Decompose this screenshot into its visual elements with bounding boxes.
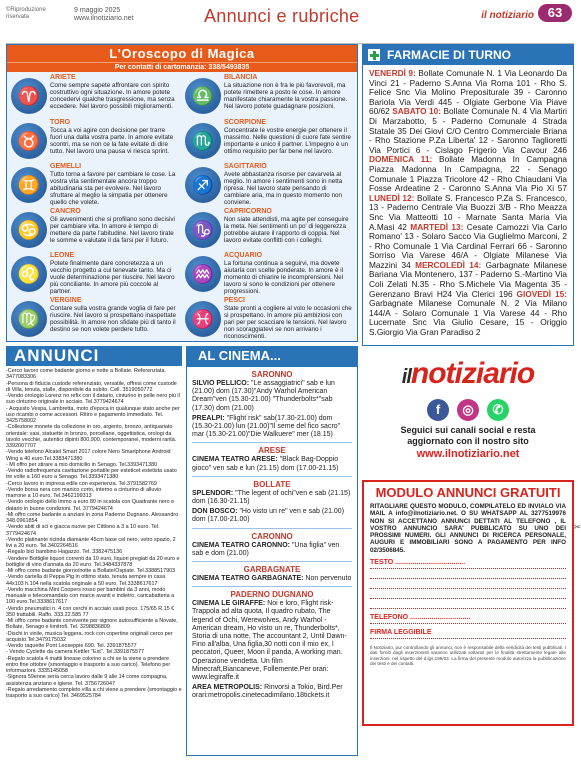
cinema-showtimes: "Black Bag-Doppio gioco" ven sab e lun (21.15) dom (17.00-21.15) [192,456,339,472]
annuncio-item: -Vendo platinante ricinda diamante 45cm base cel nero, vetro spazio, 2 livi a 20 euro. Tel.3402264516 [6,536,176,549]
farmacia-day-label: SABATO 10: [392,106,442,117]
cinema-showtimes: Non pervenuto [303,575,352,583]
annuncio-item: -Vendo abiti di sci e giacca nuove per Cittiono a 3 a 10 euro. Tel. 3779424674 [6,524,160,537]
annuncio-item: -Dischi in vinile, musica leggera, rock con copertine originali cerco per acquisto.Tel.3479175032 [6,630,173,643]
farmacie-title: FARMACIE DI TURNO [387,48,511,62]
sign-name: VERGINE [50,296,82,304]
right-column [362,44,581,726]
cinema-entry [192,490,352,506]
cinema-town: CARONNO [251,531,293,541]
sign-entry [185,208,353,253]
divider [192,442,352,443]
testo-line[interactable] [370,579,566,589]
sign-name: CANCRO [50,207,81,215]
sign-text: Tocca a voi agire con decisione per trarre fuori una dalla vostra parte. In amore evitate scontri, ma se non ce la fate evitate di dire tutto. Nel lavoro una pausa vi riesca sprint. [50,126,174,155]
cinema-town: GARBAGNATE [243,565,301,575]
divider [192,476,352,477]
cinema-entry [192,600,352,682]
cinema-showtimes: "Flight risk" sab(17.30-21.00) dom (15.30-21.00) lun (21.00)"Il seme del fico sacro" mar (15.30-21.00)"Die Walkuere" mer (18.15) [192,414,341,439]
zodiac-icon: ♑ [185,212,221,248]
cinema-entry [192,575,352,583]
sign-text: Concentrate le vostre energie per ottenere il massimo. Nelle questioni di cuore fate sentire importante e unico il partner. L'impegno è un ottimo requisito per far bene nel lavoro. [224,126,352,155]
zodiac-icon: ♊ [11,167,47,203]
telefono-field[interactable]: TELEFONO ............................... [370,612,566,624]
cinema-town: ARESE [258,446,286,456]
promo-site[interactable]: www.ilnotiziario.net [416,448,520,460]
testo-label: TESTO [370,559,394,567]
modulo-title: MODULO ANNUNCI GRATUITI [375,485,561,500]
cinema-showtimes: "The legent of ochi"ven e sab (21.15) dom (16.30-21.15) [192,489,351,506]
sign-text: Tutto torna a favore per cambiare le cose. La vostra vita sentimentale ancora troppo abitudinaria sta per evolvere. Nel lavoro sfruttare al meglio la simpatia per ottenere quello che volete. [50,171,176,206]
sign-name: BILANCIA [224,74,258,81]
social-icons [362,399,574,421]
sign-text: State pronti a cogliere al volo le occasioni che si prospettano. In amore più ambiziosi con pari per per scacciare le tensioni. Nel lavoro non scoraggiatevi se non arrivano i riconoscimenti. [224,304,352,340]
testo-line[interactable] [370,599,566,609]
zodiac-icon: ♉ [11,123,47,159]
zodiac-icon: ♈ [11,78,47,114]
cinema-title: AL CINEMA... [186,346,358,366]
sign-text: La situazione non è fra le più favorevoli, ma potete rimettere a posto le cose. In amore manifestate chiaramente la vostra passione. Nel lavoro potete guadagnare posizioni. [224,82,348,110]
whatsapp-icon[interactable]: ✆ [487,399,509,421]
farmacia-day-text: Bollate Comunale N. 1 Via Leonardo Da Vinci 21 - Paderno S.Anna Via Roma 101 - Rho S. Felice Snc Via Molino Prepositurale 39 - Caronno Bariola Via Verdi 445 - Olgiate Gerbone Via Piave 60/62 [369,68,567,117]
promo-line-2: aggiornato con il nostro sito [407,436,529,446]
farmacia-day-text: Bollate S. Francesco P.Za S. Francesco, 13 - Paderno Centrale Via Buozzi 3/B - Rho Meazza Snc Via Matteotti 10 - Marnate Santa Maria Via A.Masi 42 [369,192,567,232]
farmacia-day-label: MERCOLEDÌ 14: [415,259,482,270]
zodiac-icon: ♋ [11,212,47,248]
cinema-venue: CINEMA TEATRO CARONNO: [192,541,290,549]
sign-entry [11,119,179,164]
cinema-showtimes: Noi e loro, Flight risk-Trappola ad alta quota, Il quadro rubato, The legend of Ochi, Werewolves, Andy Warhol -American dream, Ho visto un re, Thunderbolts*, Storia di una notte, The accountant 2, Until Dawn-Fino all'alba, Una figlia,30 notti con il mio ex, I peccatori, Queer, Moon il panda, A working man. Operazione vendetta. Un film Minecraft,Biancaneve, Follemente.Per orari: www.legiraffe.it [192,600,347,682]
sign-entry [11,297,179,342]
sign-entry [185,163,353,208]
annuncio-item: -Vendo orologio dello Immo a euro 80 in scatola con Quadrante nero e datario in buone condizioni. Tel. 3779424674 [6,499,175,512]
annuncio-item: -Mi offro come badante giorno/notte a Bollate/Ospiate. Tel.3388517903 [6,568,176,574]
annuncio-item: -Regalo bici bambino Hagazzo. Tel. 3382475136 [6,549,123,556]
divider [192,528,352,529]
farmacia-day [369,154,567,193]
cinema-town: SARONNO [251,370,293,379]
annuncio-item: -Cerco lavoro come badante giorno e notte a Bollate. Referenziata. 3477083306 [6,368,167,381]
sign-name: SCORPIONE [224,118,267,126]
instagram-icon[interactable]: ◎ [457,399,479,421]
logo-prefix: il [401,366,411,388]
annuncio-item: -Regalo arredamento completo villa a chi viene a prendere (smontaggio e trasporto a suo carico) Tel. 3469525784 [6,686,182,699]
annuncio-item: - Mi offro per stirare a mio domicilio in Senago. Tel.3393471380 [6,461,158,468]
farmacia-day-label: MARTEDÌ 13: [410,221,464,232]
cinema-venue: CINEMA LE GIRAFFE: [192,600,266,608]
modulo-disclaimer: Il Notiziario, pur controllando gli annunci, non è responsabile della veridicità dei testi pubblicati. I dati forniti dagli inserzionisti saranno utilizzati soltanto per le finalità strettamente legate alle inserzioni, nel rispetto del d.lgs.196/03. La firma del presente modulo autorizza la pubblicazione dei testi e dei contatti. [370,645,566,667]
sign-text: La fortuna continua a seguirvi, ma dovete aiutarla con scelte ponderate. In amore è il momento di chiarire le incomprensioni. Nel lavoro si sono le condizioni per ottenere progressioni. [224,260,344,295]
sign-text: Avete abbastanza risorse per cavarvela al meglio. In amore i sentimenti sono in netta ripresa. Nel lavoro state pensando di cambiare aria, ma in questo momento non conviene. [224,171,343,206]
annuncio-item: -Persona di fiducia custode referenziato, versatile, offresi come custode di Villa, tenuta, stalle, disponibile da subito. Cell. 3519050772 [6,380,177,393]
scissors-icon: ✂ [573,522,581,532]
site-url: www.ilnotiziario.net [74,15,134,22]
cinema-showtimes: "Le assaggiatrici" sab e lun (21.00) dom (17.30)"Andy Warhol American Dream"ven (15.30-21.00) "Thunderbolts*"sab (17.30) dom (21.00) [192,380,335,412]
telefono-label: TELEFONO [370,614,409,622]
farmacia-day-label: VENERDÌ 9: [369,68,416,78]
farmacia-day [369,106,567,154]
sign-name: ARIETE [50,74,76,81]
horoscope-box [6,44,358,342]
annuncio-item: - Vendo Cyclette da camera Kettler "Ext". Tel.3391875577 [6,649,144,656]
testo-line[interactable] [370,589,566,599]
sign-name: SAGITTARIO [224,163,267,170]
sign-entry [11,163,179,208]
farmacie-list [363,65,573,342]
cinema-entry [192,508,352,524]
sign-text: Non siate attendisti, ma agite per conseguire la meta. Nei sentimenti un po' di leggerezza potrebbe aiutare il rapporto di coppia. Nel lavoro evitate conflitti con i colleghi. [224,215,349,244]
annuncio-item: -Mi offro come badante a anziani in zona Paderno Dugnano. Alessandro 348.0961854 [6,511,179,524]
header-date-block [74,7,134,23]
cinema-town: PADERNO DUGNANO [230,590,314,600]
farmacie-box [362,44,574,346]
sign-entry [11,208,179,253]
annuncio-item: -Vendo telefono Alcatel Smart 2017 colore Nero Smartphone Android Wing a 40 euro.Tel.3383471380 [6,449,171,462]
cinema-venue: SILVIO PELLICO: [192,380,250,387]
modulo-instructions: RITAGLIARE QUESTO MODULO, COMPILATELO ED INVIALO VIA MAIL A info@ilnotiziario.net. O SU WHATSAPP AL 3277519976 NON SI ACCETTANO ANNUNCI DETTATI AL TELEFONO , IL VOSTRO ANNUNCIO SARA' PUBBLICATO SU UNO DEI PROSSIMI NUMERI. GLI ANNUNCI DI RICERCA PERSONALE, AUGURI E IMMOBILIARI SONO A PAGAMENTO PER INFO 02/3506845. [370,503,566,554]
modulo-annunci [362,480,581,726]
divider [192,586,352,587]
annuncio-item: -Regalo scatola 4 mattii linease colorino a chi se la viene a prendere entro fine ottobre (smontaggio e trasporto a suo carico). Telefono per informazioni. 3335145058 [6,655,171,674]
farmacie-header [363,45,573,65]
cinema-section [186,348,358,756]
cinema-showtimes: "Ho visto un re" ven e sab (21.00) dom (17.00-21.00) [192,508,345,524]
testo-field[interactable]: TESTO .................................... [370,557,566,569]
zodiac-icon: ♒ [185,256,221,292]
cinema-venue: SPLENDOR: [192,489,234,497]
annuncio-item: -Vendo macchina Mini Coopers rosso per bambini da 3 anni, modo manuale e telecomandato con marce avanti e indietro, caricabatteria a 100 euro.Tel.3338617617 [6,586,175,606]
cinema-entry [192,542,352,558]
zodiac-icon: ♓ [185,301,221,337]
sign-name: GEMELLI [50,163,82,170]
sign-entry [11,74,179,119]
farmacia-day-text: Cesate Camozzi Via Carlo Romano' 13 - Solaro Sacco Via Guglielmo Marconi, 2 - Rho Comunale 1 Via Cardinal Ferrari 66 - Saronno Sorriso Via Varese 46/A - Olgiate Milanese Via Mazzini 34 [369,221,568,270]
cinema-venue: AREA METROPOLIS: [192,684,263,692]
cinema-entry [192,456,352,472]
annuncio-item: -Cerco lavoro in impresa edile con esperienza. Tel.3791582769 [6,480,157,487]
horoscope-subtitle: Per contatti di cartomanzia: 338/5493835 [7,62,357,72]
copyright-note: ©Riproduzione riservata [6,7,46,20]
page-number: 63 [538,4,572,22]
pharmacy-cross-icon [368,49,380,61]
cinema-venue: CINEMA TEATRO ARESE: [192,456,278,464]
annuncio-item: - Acquisto Vespa, Lambretta, moto d'epoca in qualunque stato anche per uso ricambi o come accessori. Ritiro e pagamento immediato. Tel. 3425758002 [6,405,180,424]
annuncio-item: -Vendo cartella di Peppa Pig in ottimo stato, tenuta sempre in casa 44x103 h.104 nella scatola originale a 50 euro. Tel.3338617617 [6,574,166,587]
farmacia-day-label: DOMENICA 11: [369,154,433,165]
facebook-icon[interactable]: f [427,399,449,421]
annunci-list [6,368,182,756]
cinema-entry [192,684,352,700]
sign-entry [11,252,179,297]
section-title: Annunci e rubriche [204,6,360,26]
notiziario-logo [362,354,574,397]
sign-entry [185,74,353,119]
cinema-showtimes: "Una figlia" ven sab e dom (21.00) [192,541,340,557]
annuncio-item: -Vendo pneumatici n. 4 con cerchi in acciaio usati poco. 175/65 R.15 € 350 trattabili. Raffo. 333.22.585 77 [6,605,175,618]
sign-name: TORO [50,118,71,126]
sign-name: ACQUARIO [224,252,263,259]
annuncio-item: -Vendo orologio Lorenz no refix con il datario, cinturino in pelle nero più il suo cinturino originale in acciaio. Tel.3779424674 [6,393,180,406]
cinema-town: BOLLATE [253,479,291,489]
annunci-title: ANNUNCI [6,346,182,366]
divider [192,561,352,562]
sign-text: Gli avvenimenti che si profilano sono decisivi per cambiare vita. In amore è tempo di mettere da parte l'abitudine. Nel lavoro tirate le somme e valutate il da farsi per il futuro. [50,215,175,244]
firma-field[interactable] [370,627,566,639]
cinema-venue: CINEMA TEATRO GARBAGNATE: [192,575,304,583]
sign-text: Potete finalmente dare concretezza a un vecchio progetto a cui tenevate tanto. Ma ci vuole determinazione per riuscire. Nel lavoro più conciliante. In amore più coccole al partner. [50,260,175,295]
zodiac-icon: ♍ [11,301,47,337]
farmacia-day-text: Bollate Madonna In Campagna Piazza Madonna In Campagna, 22 - Senago Comunale 1 Piazza Tricolore 42 - Rho Chiaudani Via Fosse Ardeatine 2 - Caronno S.Anna Via Pio Xi 57 [369,154,568,194]
sign-grid [7,72,357,343]
farmacia-day-text: Garbagnate Milanese Comunale N. 2 Via Milano 144/A - Solaro Comunale 1 Via Varese 44 - Rho Lucernate Snc Via Giulio Cesare, 15 - Origgio S.Giorgio Via Gran Paradiso 2 [369,298,567,338]
annuncio-item: -Vendere Bottiglie liquori correnti da 10 euro, liquori pregiati da 20 euro e bottiglie di vino d'annata da 20 euro. Tel.3484337878 [6,555,180,568]
horoscope-title: L'Oroscopo di Magica [7,45,357,62]
brand-name: il notiziario [481,10,534,21]
annuncio-item: -Vendo radiofrequenza cavitazione portatile per esteticet estetista usato tre volte a 160 euro a Senago. Tel.3393471380 [6,468,177,481]
farmacia-day-text: Garbagnate Milanese Bariana Via Montenero, 137 - Paderno S.-Martino Via Coli Zelati N.35 - Rho S.Michele Via Magenta 35 - Gerenzano Bravi H24 Via Clerici 196 [369,259,567,299]
issue-date: 9 maggio 2025 [74,7,121,14]
zodiac-icon: ♎ [185,78,221,114]
farmacia-day-label: LUNEDÌ 12: [369,192,415,203]
sign-text: Contare sulla vostra grande voglia di fare per riuscire. Nel lavoro si prospettano inaspettate possibilità. In amore non sfidate più di tanto il destino se non volete perdere tutto. [50,304,177,333]
cinema-showtimes: Rinvorsi a Tokio, Bird.Per orari:metropolis.cinetecadimilano.18tickets.it [192,684,343,700]
firma-label: FIRMA LEGGIBILE [370,629,432,637]
sign-name: LEONE [50,252,75,259]
cinema-entry [192,380,352,413]
zodiac-icon: ♏ [185,123,221,159]
cinema-entry [192,415,352,440]
annuncio-item: -Collezione monete da collezione in oro, argento, bronzo, antiquariato orientale: vasi, statuette in bronzo, porcellane, oggettistica, orologi da tavolo vecchie, autentici dipinti 800,900, contemporanei, moderni rarità. 3392007707 [6,424,177,449]
farmacia-day-label: GIOVEDÌ 15: [516,288,567,299]
annunci-section [6,346,358,758]
farmacia-day-text: Bollate Comunale N. 4 Via Martiri Di Marzabotto, 5 - Paderno Comunale 4 Strada Statale 35 Dei Giovi C/O Centro Commerciale Briana - Rho Stazione P.Za Liberta' 12 - Saronno Taglioretti Via Portici 6 - Cislago Frigerio Via Cavour 246 [369,106,567,155]
annuncio-item: -Mi offro come badante convivente per signore autosufficiente a Novate, Bollate, Senago e limitrofi. Tel. 3298836809 [6,618,178,631]
sign-entry [185,297,353,342]
annuncio-item: -Vendo raquette Pont Leoseppie 690. Tel. 3391875577 [6,643,137,649]
promo-box [362,354,574,472]
annuncio-item: -Vendo borsa nera con manico corto, interno a cinturino di alluvio marrone a 10 euro. Tel.3462199313 [6,486,162,499]
sign-entry [185,119,353,164]
page-header [6,4,574,44]
cinema-venue: PREALPI: [192,414,225,422]
cinema-listings [186,366,358,756]
sign-name: CAPRICORNO [224,207,272,215]
logo-main: notiziario [410,357,535,390]
cinema-venue: DON BOSCO: [192,508,238,516]
zodiac-icon: ♌ [11,256,47,292]
sign-name: PESCI [224,296,246,304]
testo-line[interactable] [370,569,566,579]
sign-text: Come sempre sapete affrontare con spirito costruttivo ogni situazione. In amore potete concedervi qualche trasgressione, ma senza eccedere. Nel lavoro possibili miglioramenti. [50,82,175,110]
zodiac-icon: ♐ [185,167,221,203]
promo-line-1: Seguici sui canali social e resta [400,425,536,435]
left-column [6,44,358,758]
annuncio-item: -Signora 59enne seria cerca lavoro dalle 9 alle 14 come compagna, assistenza anziano e igiene. Tel. 3756726047 [6,674,168,687]
sign-entry [185,252,353,297]
